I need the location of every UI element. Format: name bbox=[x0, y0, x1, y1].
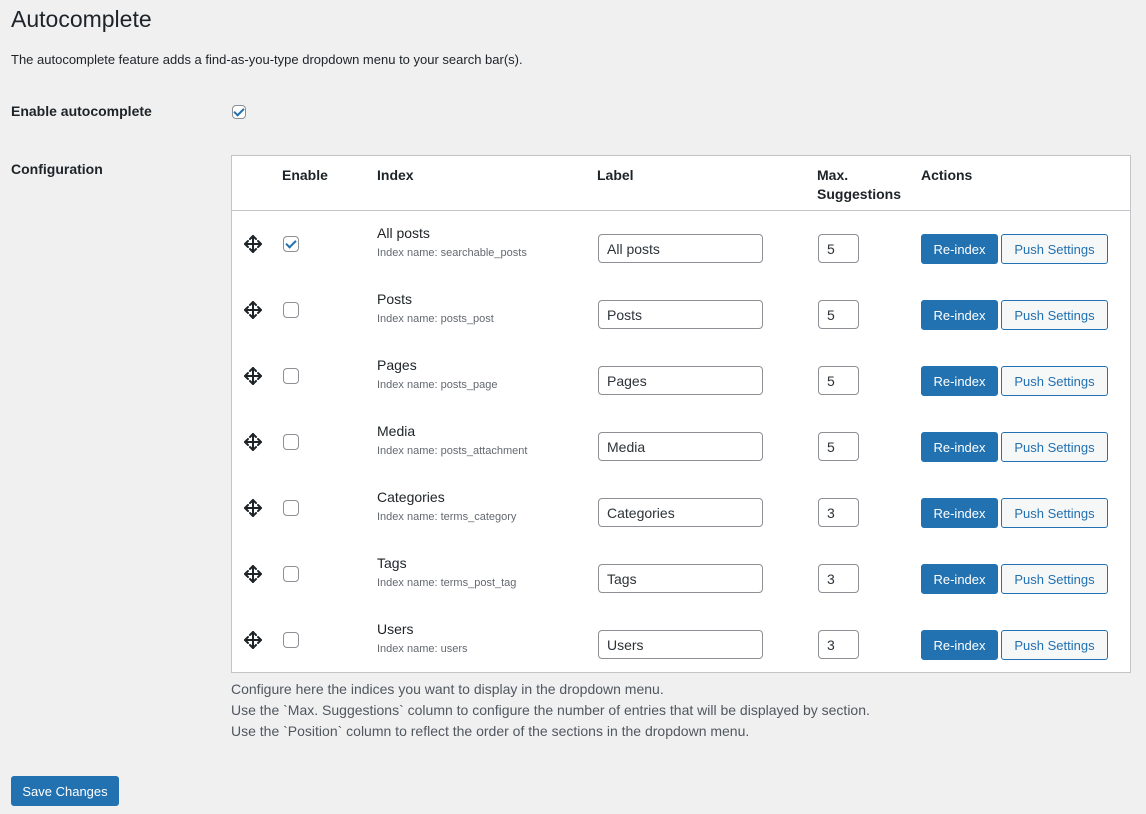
label-input[interactable] bbox=[598, 498, 763, 527]
table-row bbox=[232, 216, 1130, 282]
label-input[interactable] bbox=[598, 564, 763, 593]
row-enable-checkbox[interactable] bbox=[283, 368, 299, 384]
label-input[interactable] bbox=[598, 630, 763, 659]
index-name: Index name: terms_category bbox=[377, 511, 517, 523]
max-suggestions-input[interactable] bbox=[818, 432, 859, 461]
header-divider bbox=[232, 210, 1130, 211]
header-max-line2: Suggestions bbox=[817, 186, 902, 202]
reindex-button[interactable]: Re-index bbox=[921, 564, 998, 594]
reindex-button[interactable]: Re-index bbox=[921, 432, 998, 462]
max-suggestions-input[interactable] bbox=[818, 366, 859, 395]
row-enable-checkbox[interactable] bbox=[283, 236, 299, 252]
table-row bbox=[232, 348, 1130, 414]
table-row bbox=[232, 480, 1130, 546]
configuration-label: Configuration bbox=[11, 161, 103, 177]
drag-handle-icon[interactable] bbox=[242, 299, 264, 321]
drag-handle-icon[interactable] bbox=[242, 629, 264, 651]
index-name: Index name: users bbox=[377, 643, 468, 655]
header-enable: Enable bbox=[282, 167, 328, 183]
push-settings-button[interactable]: Push Settings bbox=[1001, 300, 1108, 330]
help-text-indices: Configure here the indices you want to display in the dropdown menu. bbox=[231, 681, 664, 697]
index-title: Tags bbox=[377, 555, 407, 571]
save-changes-button[interactable]: Save Changes bbox=[11, 776, 119, 806]
drag-handle-icon[interactable] bbox=[242, 365, 264, 387]
header-index: Index bbox=[377, 167, 414, 183]
table-row bbox=[232, 546, 1130, 612]
index-title: Categories bbox=[377, 489, 445, 505]
help-text-max-suggestions: Use the `Max. Suggestions` column to configure the number of entries that will be displayed by section. bbox=[231, 702, 870, 718]
row-enable-checkbox[interactable] bbox=[283, 434, 299, 450]
push-settings-button[interactable]: Push Settings bbox=[1001, 564, 1108, 594]
max-suggestions-input[interactable] bbox=[818, 300, 859, 329]
reindex-button[interactable]: Re-index bbox=[921, 300, 998, 330]
max-suggestions-input[interactable] bbox=[818, 564, 859, 593]
enable-autocomplete-checkbox[interactable] bbox=[232, 105, 246, 119]
index-title: Users bbox=[377, 621, 414, 637]
header-max-line1: Max. bbox=[817, 167, 849, 183]
index-title: All posts bbox=[377, 225, 430, 241]
table-row bbox=[232, 612, 1130, 678]
configuration-table bbox=[231, 155, 1131, 673]
push-settings-button[interactable]: Push Settings bbox=[1001, 432, 1108, 462]
reindex-button[interactable]: Re-index bbox=[921, 366, 998, 396]
label-input[interactable] bbox=[598, 234, 763, 263]
table-row bbox=[232, 282, 1130, 348]
max-suggestions-input[interactable] bbox=[818, 234, 859, 263]
drag-handle-icon[interactable] bbox=[242, 431, 264, 453]
header-actions: Actions bbox=[921, 167, 973, 183]
header-max-suggestions bbox=[817, 166, 901, 204]
table-row bbox=[232, 414, 1130, 480]
row-enable-checkbox[interactable] bbox=[283, 632, 299, 648]
row-enable-checkbox[interactable] bbox=[283, 566, 299, 582]
header-label: Label bbox=[597, 167, 634, 183]
index-title: Pages bbox=[377, 357, 417, 373]
row-enable-checkbox[interactable] bbox=[283, 500, 299, 516]
label-input[interactable] bbox=[598, 432, 763, 461]
index-title: Media bbox=[377, 423, 416, 439]
label-input[interactable] bbox=[598, 300, 763, 329]
reindex-button[interactable]: Re-index bbox=[921, 234, 998, 264]
drag-handle-icon[interactable] bbox=[242, 233, 264, 255]
drag-handle-icon[interactable] bbox=[242, 497, 264, 519]
max-suggestions-input[interactable] bbox=[818, 630, 859, 659]
push-settings-button[interactable]: Push Settings bbox=[1001, 234, 1108, 264]
index-name: Index name: posts_page bbox=[377, 379, 498, 391]
row-enable-checkbox[interactable] bbox=[283, 302, 299, 318]
help-text-position: Use the `Position` column to reflect the order of the sections in the dropdown menu. bbox=[231, 723, 750, 739]
index-title: Posts bbox=[377, 291, 413, 307]
push-settings-button[interactable]: Push Settings bbox=[1001, 630, 1108, 660]
push-settings-button[interactable]: Push Settings bbox=[1001, 366, 1108, 396]
index-name: Index name: searchable_posts bbox=[377, 247, 527, 259]
drag-handle-icon[interactable] bbox=[242, 563, 264, 585]
reindex-button[interactable]: Re-index bbox=[921, 630, 998, 660]
reindex-button[interactable]: Re-index bbox=[921, 498, 998, 528]
page-description: The autocomplete feature adds a find-as-you-type dropdown menu to your search bar(s). bbox=[11, 52, 523, 67]
index-name: Index name: posts_attachment bbox=[377, 445, 528, 457]
max-suggestions-input[interactable] bbox=[818, 498, 859, 527]
label-input[interactable] bbox=[598, 366, 763, 395]
page-title: Autocomplete bbox=[11, 6, 152, 32]
index-name: Index name: posts_post bbox=[377, 313, 494, 325]
enable-autocomplete-label: Enable autocomplete bbox=[11, 103, 152, 119]
push-settings-button[interactable]: Push Settings bbox=[1001, 498, 1108, 528]
index-name: Index name: terms_post_tag bbox=[377, 577, 517, 589]
